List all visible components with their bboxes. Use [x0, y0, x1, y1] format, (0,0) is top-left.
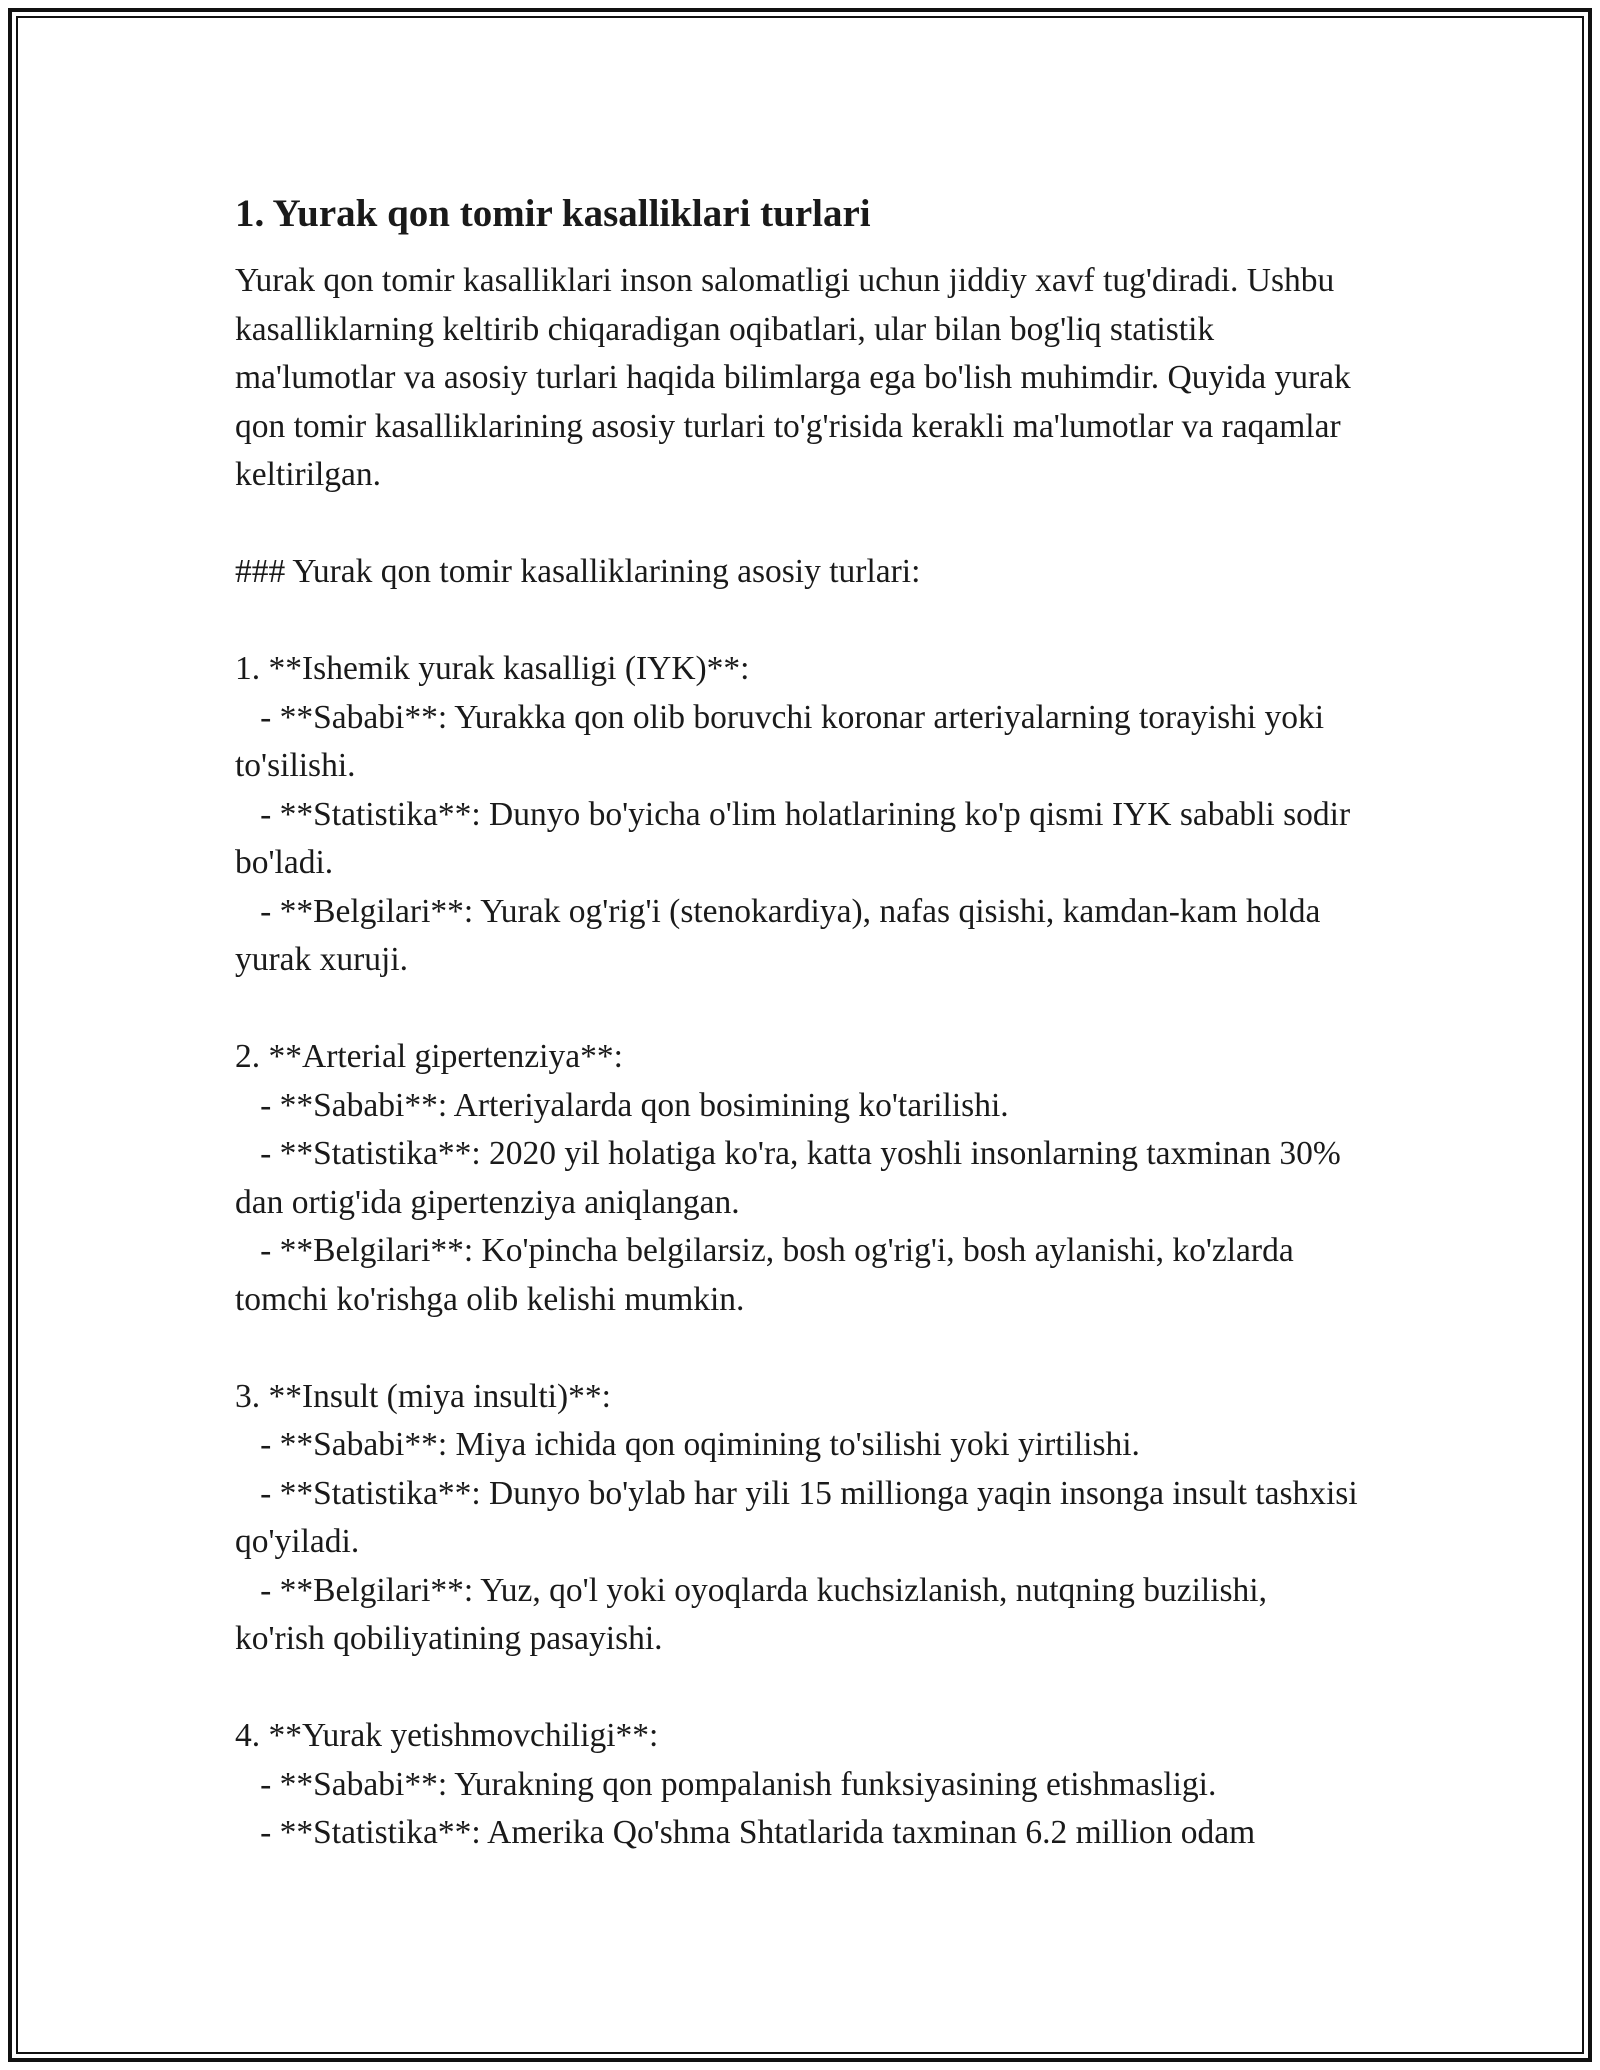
spacer [235, 1664, 1365, 1713]
list-item-yurak-yetishmovchiligi [235, 1712, 1365, 1858]
subheading: ### Yurak qon tomir kasalliklarining asosiy turlari: [235, 553, 921, 590]
list-item-statistika: - **Statistika**: Amerika Qo'shma Shtatlarida taxminan 6.2 million odam [260, 1814, 1256, 1851]
list-item-sababi: - **Sababi**: Miya ichida qon oqimining to'silishi yoki yirtilishi. [260, 1426, 1140, 1463]
list-item-heading: 3. **Insult (miya insulti)**: [235, 1377, 611, 1415]
list-item-gipertenziya [235, 1033, 1365, 1324]
list-item-iyk [235, 645, 1365, 985]
list-item-insult [235, 1373, 1365, 1664]
list-item-statistika: - **Statistika**: Dunyo bo'yicha o'lim holatlarining ko'p qismi IYK sababli sodir bo'ladi. [235, 795, 1351, 881]
intro-paragraph: Yurak qon tomir kasalliklari inson salomatligi uchun jiddiy xavf tug'diradi. Ushbu kasalliklarning keltirib chiqaradigan oqibatlari, ular bilan bog'liq statistik ma'lumotlar va asosiy turlari haqida bilimlarga ega bo'lish muhimdir. Quyida yurak qon tomir kasalliklarining asosiy turlari to'g'risida kerakli ma'lumotlar va raqamlar keltirilgan. [235, 262, 1351, 493]
spacer [235, 500, 1365, 549]
list-item-heading: 2. **Arterial gipertenziya**: [235, 1038, 623, 1075]
list-item-belgilari: - **Belgilari**: Yurak og'rig'i (stenokardiya), nafas qisishi, kamdan-kam holda yurak xuruji. [235, 892, 1321, 978]
section-title: 1. Yurak qon tomir kasalliklari turlari [235, 192, 871, 235]
spacer [235, 1324, 1365, 1373]
list-item-statistika: - **Statistika**: 2020 yil holatiga ko'ra, katta yoshli insonlarning taxminan 30% dan ortig'ida gipertenziya aniqlangan. [235, 1135, 1341, 1221]
list-item-sababi: - **Sababi**: Yurakka qon olib boruvchi koronar arteriyalarning torayishi yoki to'silishi. [235, 698, 1325, 784]
spacer [235, 985, 1365, 1034]
list-item-belgilari: - **Belgilari**: Ko'pincha belgilarsiz, bosh og'rig'i, bosh aylanishi, ko'zlarda tomchi ko'rishga olib kelishi mumkin. [235, 1232, 1294, 1318]
list-item-sababi: - **Sababi**: Arteriyalarda qon bosimining ko'tarilishi. [260, 1086, 1009, 1124]
list-item-belgilari: - **Belgilari**: Yuz, qo'l yoki oyoqlarda kuchsizlanish, nutqning buzilishi, ko'rish qobiliyatining pasayishi. [235, 1571, 1267, 1657]
list-item-heading: 1. **Ishemik yurak kasalligi (IYK)**: [235, 650, 750, 687]
document-body [235, 185, 1365, 1858]
list-item-sababi: - **Sababi**: Yurakning qon pompalanish funksiyasining etishmasligi. [260, 1765, 1217, 1803]
spacer [235, 597, 1365, 646]
list-item-statistika: - **Statistika**: Dunyo bo'ylab har yili 15 millionga yaqin insonga insult tashxisi qo'yiladi. [235, 1474, 1358, 1560]
list-item-heading: 4. **Yurak yetishmovchiligi**: [235, 1717, 659, 1754]
